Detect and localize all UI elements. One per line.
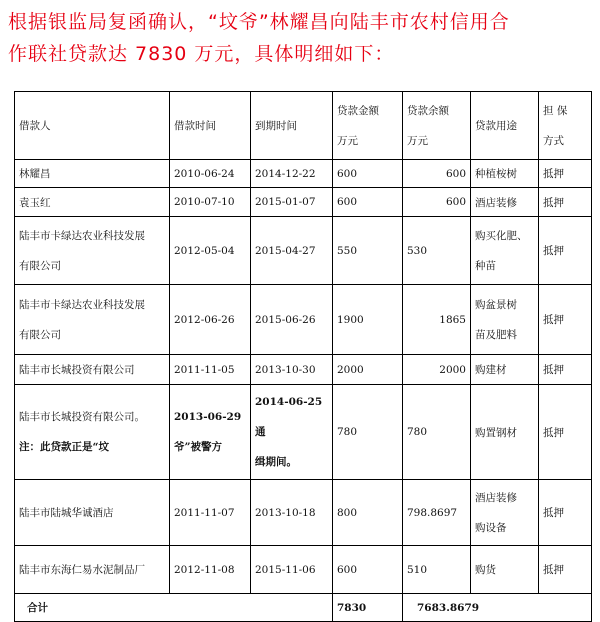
total-balance: 7683.8679 <box>403 594 592 622</box>
cell-due-date: 2014-12-22 <box>251 160 333 188</box>
heading-line-2: 作联社贷款达 7830 万元，具体明细如下： <box>8 43 395 65</box>
cell-borrower: 陆丰市长城投资有限公司 <box>15 355 170 385</box>
header-balance <box>403 92 471 160</box>
header-amount-line1: 贷款金额 <box>337 104 379 117</box>
cell-amount: 2000 <box>333 355 403 385</box>
cell-purpose: 购货 <box>471 546 539 594</box>
document-heading <box>8 6 596 70</box>
cell-loan-date: 2012-06-26 <box>170 285 251 355</box>
cell-loan-date: 2012-11-08 <box>170 546 251 594</box>
header-amount-line2: 万元 <box>337 134 358 147</box>
table-header-row <box>15 92 592 160</box>
header-balance-line2: 万元 <box>407 134 428 147</box>
table-total-row <box>15 594 592 622</box>
cell-amount: 550 <box>333 217 403 285</box>
cell-guarantee: 抵押 <box>539 355 592 385</box>
cell-due-date <box>251 385 333 480</box>
cell-due-date: 2013-10-30 <box>251 355 333 385</box>
cell-due-date: 2015-01-07 <box>251 188 333 217</box>
cell-borrower-line1: 陆丰市长城投资有限公司。 <box>19 411 145 423</box>
cell-borrower <box>15 285 170 355</box>
cell-due-date: 2015-11-06 <box>251 546 333 594</box>
table-row <box>15 355 592 385</box>
cell-guarantee: 抵押 <box>539 160 592 188</box>
cell-borrower <box>15 217 170 285</box>
header-guarantee <box>539 92 592 160</box>
cell-purpose: 种植桉树 <box>471 160 539 188</box>
cell-amount: 780 <box>333 385 403 480</box>
cell-balance: 600 <box>403 160 471 188</box>
cell-guarantee: 抵押 <box>539 546 592 594</box>
cell-due-date: 2015-06-26 <box>251 285 333 355</box>
cell-purpose-line1: 购盆景树 <box>475 298 517 311</box>
table-row <box>15 285 592 355</box>
cell-purpose <box>471 480 539 546</box>
cell-amount: 600 <box>333 188 403 217</box>
cell-loan-date-line2: 爷”被警方 <box>174 441 223 453</box>
cell-balance: 798.8697 <box>403 480 471 546</box>
cell-due-date-line1: 2014-06-25通 <box>255 396 323 438</box>
cell-amount: 600 <box>333 160 403 188</box>
table-row <box>15 160 592 188</box>
header-loan-date: 借款时间 <box>170 92 251 160</box>
cell-borrower: 林耀昌 <box>15 160 170 188</box>
cell-loan-date: 2012-05-04 <box>170 217 251 285</box>
header-due-date: 到期时间 <box>251 92 333 160</box>
cell-balance: 530 <box>403 217 471 285</box>
cell-guarantee: 抵押 <box>539 217 592 285</box>
cell-balance: 2000 <box>403 355 471 385</box>
header-guarantee-line2: 方式 <box>543 134 564 147</box>
cell-borrower-line1: 陆丰市卡绿达农业科技发展 <box>19 229 145 242</box>
cell-borrower <box>15 385 170 480</box>
header-amount <box>333 92 403 160</box>
cell-balance: 600 <box>403 188 471 217</box>
cell-purpose <box>471 217 539 285</box>
table-row <box>15 188 592 217</box>
cell-guarantee: 抵押 <box>539 385 592 480</box>
cell-borrower: 陆丰市东海仁易水泥制品厂 <box>15 546 170 594</box>
cell-purpose: 购建材 <box>471 355 539 385</box>
cell-loan-date: 2010-07-10 <box>170 188 251 217</box>
header-balance-line1: 贷款余额 <box>407 104 449 117</box>
cell-loan-date: 2011-11-05 <box>170 355 251 385</box>
cell-borrower: 袁玉红 <box>15 188 170 217</box>
table-row <box>15 546 592 594</box>
cell-purpose: 酒店装修 <box>471 188 539 217</box>
cell-amount: 1900 <box>333 285 403 355</box>
cell-guarantee: 抵押 <box>539 480 592 546</box>
table-row <box>15 217 592 285</box>
cell-loan-date: 2010-06-24 <box>170 160 251 188</box>
cell-purpose-line2: 苗及肥料 <box>475 328 517 341</box>
cell-due-date: 2013-10-18 <box>251 480 333 546</box>
cell-due-date: 2015-04-27 <box>251 217 333 285</box>
cell-purpose-line2: 购设备 <box>475 521 507 534</box>
total-amount: 7830 <box>333 594 403 622</box>
cell-purpose <box>471 285 539 355</box>
cell-purpose-line1: 购买化肥、 <box>475 229 528 242</box>
heading-line-1: 根据银监局复函确认，“坟爷”林耀昌向陆丰市农村信用合 <box>8 11 510 33</box>
cell-borrower-line1: 陆丰市卡绿达农业科技发展 <box>19 298 145 311</box>
cell-loan-date <box>170 385 251 480</box>
cell-balance: 780 <box>403 385 471 480</box>
cell-purpose-line1: 酒店装修 <box>475 491 517 504</box>
cell-amount: 800 <box>333 480 403 546</box>
table-row <box>15 480 592 546</box>
cell-borrower-line2: 有限公司 <box>19 259 61 272</box>
header-guarantee-line1: 担 保 <box>543 104 568 117</box>
cell-balance: 1865 <box>403 285 471 355</box>
cell-borrower: 陆丰市陆城华诚酒店 <box>15 480 170 546</box>
cell-borrower-line2: 有限公司 <box>19 328 61 341</box>
cell-guarantee: 抵押 <box>539 285 592 355</box>
table-row <box>15 385 592 480</box>
cell-borrower-note: 注：此贷款正是“坟 <box>19 441 110 453</box>
cell-amount: 600 <box>333 546 403 594</box>
cell-due-date-line2: 缉期间。 <box>255 456 297 468</box>
loan-table <box>14 91 592 622</box>
header-purpose: 贷款用途 <box>471 92 539 160</box>
header-borrower: 借款人 <box>15 92 170 160</box>
cell-guarantee: 抵押 <box>539 188 592 217</box>
total-label: 合计 <box>15 594 333 622</box>
cell-loan-date: 2011-11-07 <box>170 480 251 546</box>
cell-loan-date-line1: 2013-06-29 <box>174 411 242 423</box>
cell-purpose: 购置钢材 <box>471 385 539 480</box>
cell-purpose-line2: 种苗 <box>475 259 496 272</box>
cell-balance: 510 <box>403 546 471 594</box>
